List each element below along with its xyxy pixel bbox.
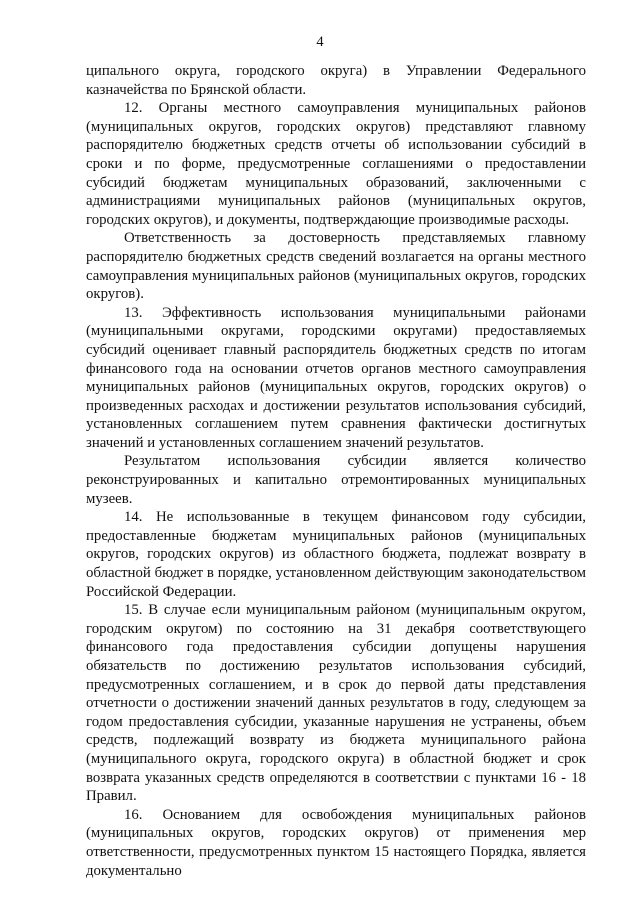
paragraph-clause-15: 15. В случае если муниципальным районом (муниципальным округом, городским округом) по состоянию на 31 декабря соответствующего финансового года предоставления субсидии допущены нарушения обязательств по достижению результатов использования субсидий, предусмотренных соглашением, и в срок до первой даты представления отчетности о достижении значений данных результатов в году, следующем за годом предоставления субсидии, указанные нарушения не устранены, объем средств, подлежащий возврату из бюджета муниципального района (муниципального округа, городского округа) в областной бюджет и срок возврата указанных средств определяются в соответствии с пунктами 16 - 18 Правил. [86, 602, 586, 805]
document-body [86, 62, 586, 880]
paragraph-clause-12: 12. Органы местного самоуправления муниципальных районов (муниципальных округов, городских округов) представляют главному распорядителю бюджетных средств отчеты об использовании субсидий в сроки и по форме, предусмотренные соглашениями о предоставлении субсидий бюджетам муниципальных образований, заключенными с администрациями муниципальных районов (муниципальных округов, городских округов), и документы, подтверждающие производимые расходы. [86, 100, 586, 228]
paragraph-clause-16: 16. Основанием для освобождения муниципальных районов (муниципальных округов, городских округов) от применения мер ответственности, предусмотренных пунктом 15 настоящего Порядка, является документально [86, 806, 586, 879]
paragraph-responsibility: Ответственность за достоверность представляемых главному распорядителю бюджетных средств сведений возлагается на органы местного самоуправления муниципальных районов (муниципальных округов, городских округов). [86, 230, 586, 303]
page-number: 4 [316, 34, 324, 50]
paragraph-result: Результатом использования субсидии является количество реконструированных и капитально отремонтированных муниципальных музеев. [86, 453, 586, 507]
paragraph-clause-13: 13. Эффективность использования муниципальными районами (муниципальными округами, городскими округами) предоставляемых субсидий оценивает главный распорядитель бюджетных средств по итогам финансового года на основании отчетов органов местного самоуправления муниципальных районов (муниципальных округов, городских округов) о произведенных расходах и достижении результатов использования субсидий, установленных соглашением путем сравнения фактически достигнутых значений и установленных соглашением значений результатов. [86, 304, 586, 451]
paragraph-clause-14: 14. Не использованные в текущем финансовом году субсидии, предоставленные бюджетам муниципальных районов (муниципальных округов, городских округов) из областного бюджета, подлежат возврату в областной бюджет в порядке, установленном действующим законодательством Российской Федерации. [86, 509, 586, 600]
paragraph-continuation: ципального округа, городского округа) в Управлении Федерального казначейства по Брянской области. [86, 63, 586, 98]
